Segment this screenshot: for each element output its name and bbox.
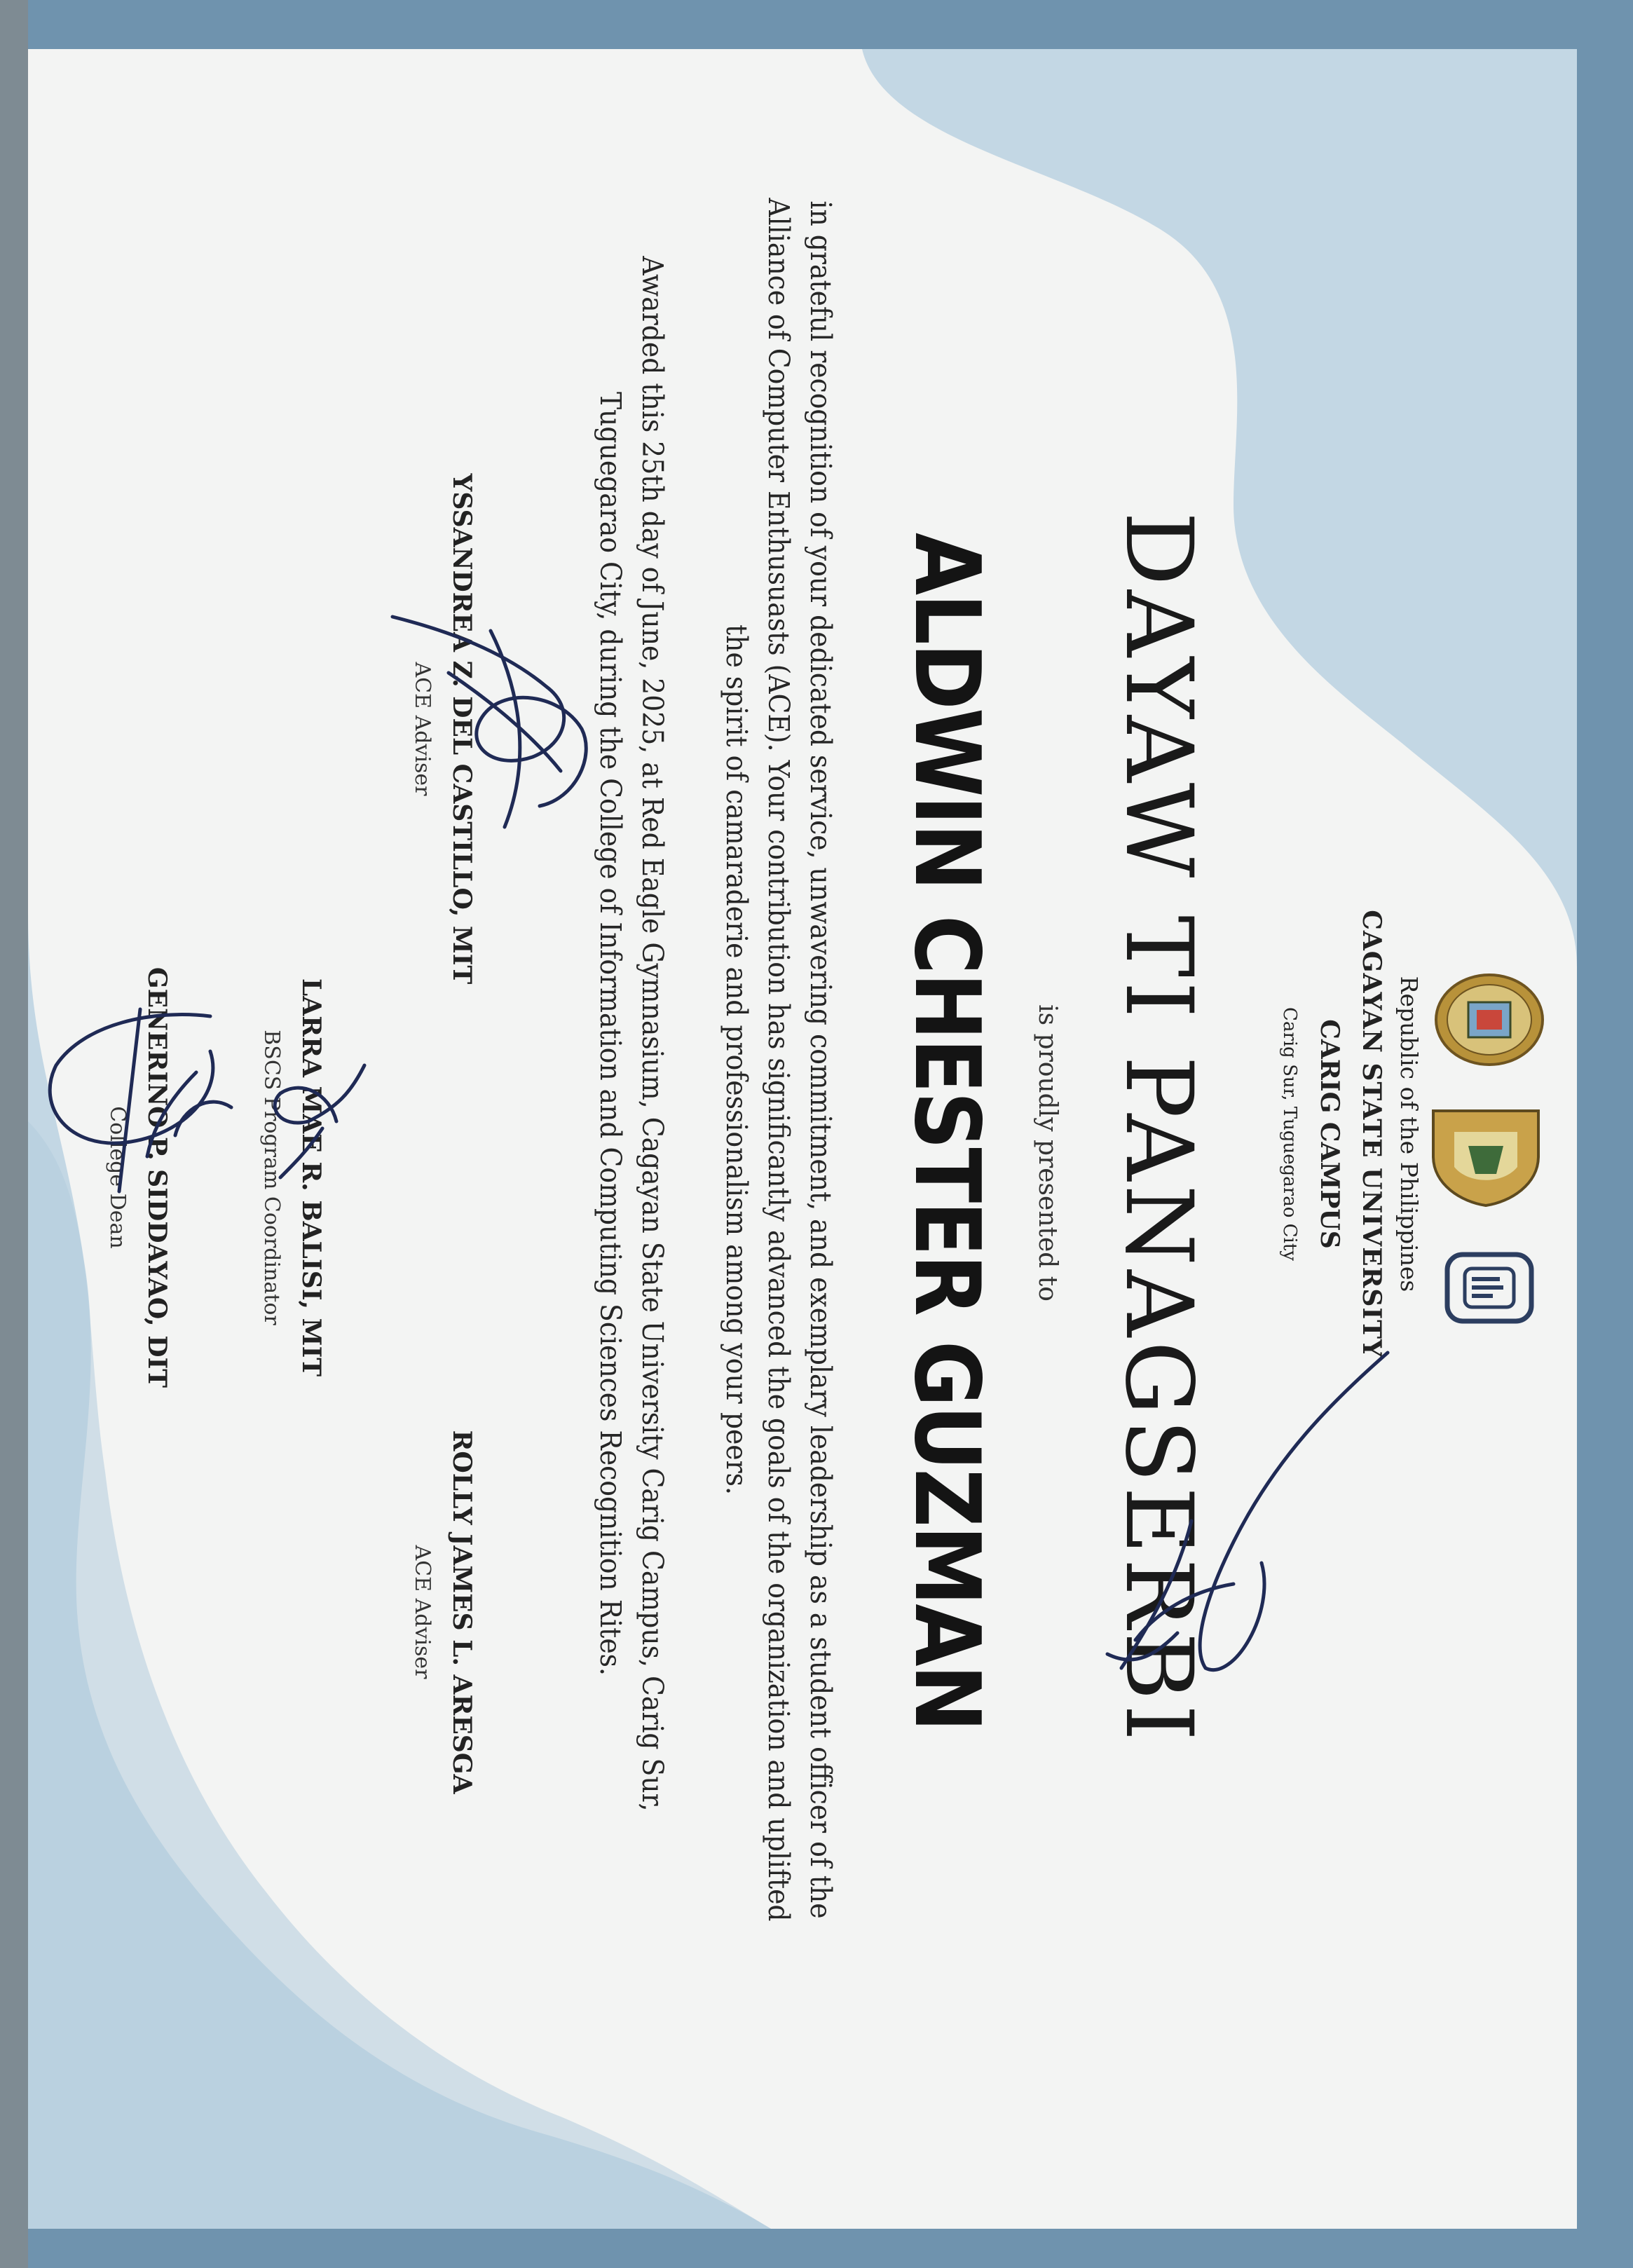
header-republic: Republic of the Philippines (1395, 976, 1423, 1292)
body-line: the spirit of camaraderie and professionalism among your peers. (720, 624, 753, 1495)
signatory-role-aresga: ACE Adviser (410, 1545, 435, 1679)
signatory-name-del-castillo: YSSANDREA Z. DEL CASTILLO, MIT (447, 473, 477, 985)
signatory-name-aresga: ROLLY JAMES L. ARESGA (447, 1430, 477, 1794)
recipient-name: ALDWIN CHESTER GUZMAN (894, 533, 999, 1730)
header-address: Carig Sur, Tuguegarao City (1279, 1007, 1300, 1261)
awarded-line: Awarded this 25th day of June, 2025, at Red Eagle Gymnasium, Cagayan State University Carig Campus, Carig Sur, (636, 256, 669, 1812)
certificate-title: DAYAW TI PANAGSERBI (1105, 511, 1212, 1746)
signature-del-castillo (392, 617, 586, 806)
awarded-line: Tuguegarao City, during the College of Information and Computing Sciences Recognition Rites. (594, 391, 627, 1676)
header-university: CAGAYAN STATE UNIVERSITY (1357, 910, 1386, 1358)
header-campus: CARIG CAMPUS (1315, 1019, 1344, 1249)
body-line: in grateful recognition of your dedicated service, unwavering commitment, and exemplary leadership as a student officer of the (804, 200, 838, 1919)
signatory-role-del-castillo: ACE Adviser (410, 662, 435, 796)
signatory-role-siddayao: College Dean (105, 1106, 130, 1249)
signature-balisi (275, 1065, 364, 1177)
presented-to-text: is proudly presented to (1033, 1004, 1062, 1302)
signature-siddayao (50, 1009, 231, 1191)
signatory-role-balisi: BSCS Program Coordinator (259, 1030, 284, 1325)
body-line: Alliance of Computer Enthusuasts (ACE). Your contribution has significantly advanced the goals of the organization and uplifted (762, 198, 795, 1922)
signatory-name-siddayao: GENERINO P. SIDDAYAO, DIT (142, 966, 172, 1388)
signatory-name-balisi: LARRA MAE R. BALISI, MIT (296, 978, 326, 1377)
